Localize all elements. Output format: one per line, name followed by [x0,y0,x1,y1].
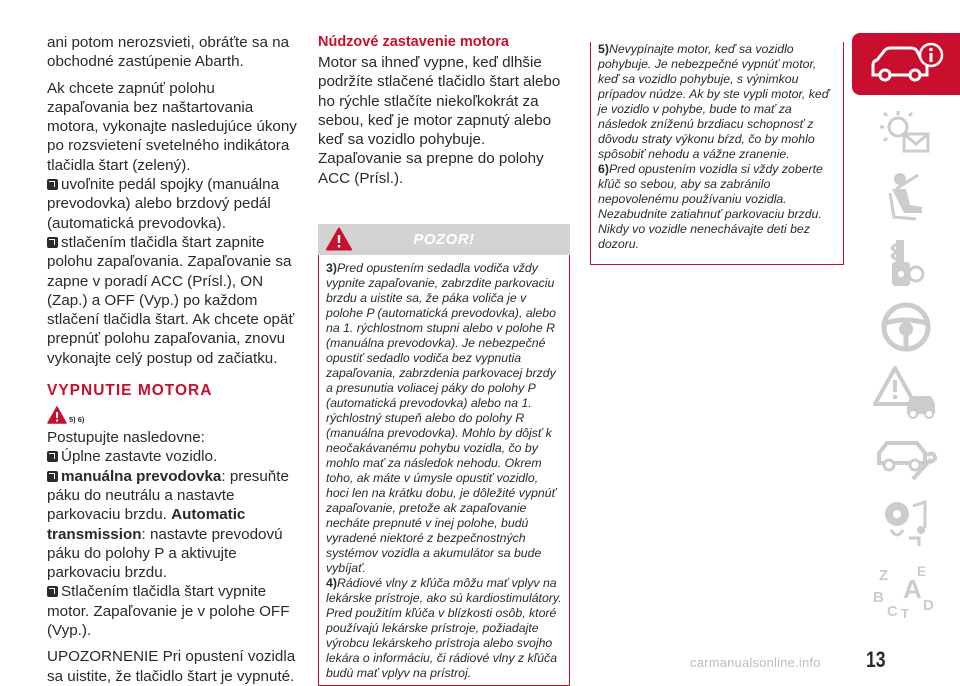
list-item [47,175,297,233]
bold-term: manuálna prevodovka [61,467,222,485]
list-item [47,447,297,466]
column-left [47,0,297,686]
chapter-sidebar [852,33,960,678]
warning-item [326,261,563,576]
warning-text: Pred opustením vozidla si vždy zoberte kľúč so sebou, aby sa zabránilo nepovolenému používaniu vozidla. Nezabudnite zatiahnuť parkovaciu brzdu. Nikdy vo vozidle nenechávajte deti bez dozoru. [598,162,823,251]
warning-number: 3) [326,261,337,276]
sidebar-item-maintenance[interactable] [866,429,946,485]
svg-text:E: E [917,564,927,579]
list-item-text: stlačením tlačidla štart zapnite polohu zapaľovania. Zapaľovanie sa zapne v poradí ACC (Prísl.), ON (Zap.) a OFF (Vyp.) po každom stlačení tlačidla štart. Ak chcete opäť prepnúť polohu zapaľovania, znovu vykonajte celý postup od začiatku. [47,233,295,367]
car-tools-icon [873,429,939,485]
sidebar-item-driving[interactable] [866,299,946,355]
key-icon [876,234,936,290]
warning-item [326,576,563,681]
checkbox-bullet-icon [47,471,58,482]
checkbox-bullet-icon [47,586,58,597]
sidebar-item-dashboard[interactable] [866,104,946,160]
list-item-text: : presuňte páku do neutrálu a nastavte parkovaciu brzdu. [47,467,289,524]
column-right [590,0,842,265]
bold-term: Automatic transmission [47,506,246,543]
svg-text:C: C [887,603,898,620]
paragraph-ignition: Ak chcete zapnúť polohu zapaľovania bez naštartovania motora, vykonajte nasledujúce úkony po rozsvietení svetelného indikátora tlačidla štart (zelený). [47,79,297,174]
warning-header-bar [318,224,570,255]
sidebar-item-key[interactable] [866,234,946,290]
media-icon [873,494,939,550]
paragraph-emergency-stop: Motor sa ihneď vypne, keď dlhšie podržíte stlačené tlačidlo štart alebo ho rýchle stlačíte niekoľkokrát za sebou, keď je motor zapnutý alebo keď sa vozidlo pohybuje. Zapaľovanie sa prepne do polohy ACC (Prísl.). [318,54,561,187]
svg-text:B: B [873,589,884,606]
sidebar-item-safety[interactable] [866,169,946,225]
section-heading: VYPNUTIE MOTORA [47,382,213,400]
svg-text:Z: Z [879,567,889,584]
list-item [47,467,297,583]
checkbox-bullet-icon [47,179,58,190]
svg-text:A: A [903,574,922,604]
warning-reference [47,406,297,424]
page-number: 13 [866,647,886,672]
steering-wheel-icon [876,299,936,355]
column-middle [318,0,570,686]
checkbox-bullet-icon [47,451,58,462]
warning-box-continued [590,42,844,265]
warning-triangle-icon [326,227,352,251]
warning-text: Nevypínajte motor, keď sa vozidlo pohybuje. Je nebezpečné vypnúť motor, keď sa vozidlo pohybuje, s výnimkou prípadov núdze. Ak by ste vypli motor, keď je vozidlo v pohybe, bude to mať za následok zníženú brzdiacu schopnosť z dôvodu straty výkonu bŕzd, čo by mohlo spôsobiť nehodu a vážne zranenie. [598,42,830,161]
airbag-seat-icon [876,169,936,225]
warning-number: 5) [598,42,609,56]
subsection-heading: Núdzové zastavenie motora [318,34,509,50]
dashboard-lights-icon [876,107,936,157]
index-letters-icon [871,564,941,620]
warning-text: Rádiové vlny z kľúča môžu mať vplyv na lekárske prístroje, ako sú kardiostimulátory. Pred použitím kľúča v blízkosti osôb, ktoré používajú lekárske prístroje, požiadajte výrobcu lekárskeho prístroja alebo svojho lekára o informáciu, či rádiové vlny z kľúča budú mať vplyv na prístroj. [326,576,562,681]
car-info-icon [867,41,945,87]
warning-box [318,255,570,686]
checkbox-bullet-icon [47,237,58,248]
warning-triangle-car-icon [873,364,939,420]
warning-item [598,162,837,252]
watermark: carmanualsonline.info [690,655,821,670]
sidebar-item-multimedia[interactable] [866,494,946,550]
warning-triangle-icon [47,406,67,424]
svg-text:D: D [923,597,934,614]
list-item-text: Stlačením tlačidla štart vypnite motor. Zapaľovanie je v polohe OFF (Vyp.). [47,583,290,640]
paragraph-intro: ani potom nerozsvieti, obráťte sa na obchodné zastúpenie Abarth. [47,34,290,71]
list-item-text: Úplne zastavte vozidlo. [61,448,218,466]
sidebar-item-emergency[interactable] [866,364,946,420]
warning-text: Pred opustením sedadla vodiča vždy vypnite zapaľovanie, zabrzdite parkovaciu brzdu a uistite sa, že páka voliča je v polohe P (automatická prevodovka), alebo na 1. rýchlostnom stupni alebo v polohe R (manuálna prevodovka). Je nebezpečné opustiť sedadlo vodiča bez vypnutia zapaľovania, zabrzdenia parkovacej brzdy a presunutia voliacej páky do polohy P (automatická prevodovka) alebo na 1. rýchlostný stupeň alebo do polohy R (manuálna prevodovka). Mohlo by dôjsť k neočakávanému pohybu vozidla, čo by mohlo mať za následok nehodu. Okrem toho, ak máte v úmysle opustiť vozidlo, hoci len na krátku dobu, je dôležité vypnúť zapaľovanie, pretože ak zapaľovanie necháte prepnuté v inej polohe, budú vyradené niektoré z bezpečnostných systémov vozidla a akumulátor sa bude vybíjať. [326,261,556,576]
sidebar-item-car-info[interactable] [852,33,960,95]
warning-number: 6) [598,162,609,176]
warning-item [598,42,837,162]
paragraph-procedure: Postupujte nasledovne: [47,429,205,447]
list-item [47,233,297,368]
sidebar-item-index[interactable] [866,564,946,620]
warning-ref-numbers: 5) 6) [69,415,85,425]
paragraph-note: UPOZORNENIE Pri opustení vozidla sa uistite, že tlačidlo štart je vypnuté. [47,648,296,685]
warning-title: POZOR! [413,231,475,249]
svg-text:T: T [901,606,909,620]
warning-number: 4) [326,576,337,591]
list-item-text: uvoľnite pedál spojky (manuálna prevodovka) alebo brzdový pedál (automatická prevodovka). [47,176,280,232]
list-item [47,582,297,640]
list-item-text: : nastavte prevodovú páku do polohy P a aktivujte parkovaciu brzdu. [47,525,283,582]
